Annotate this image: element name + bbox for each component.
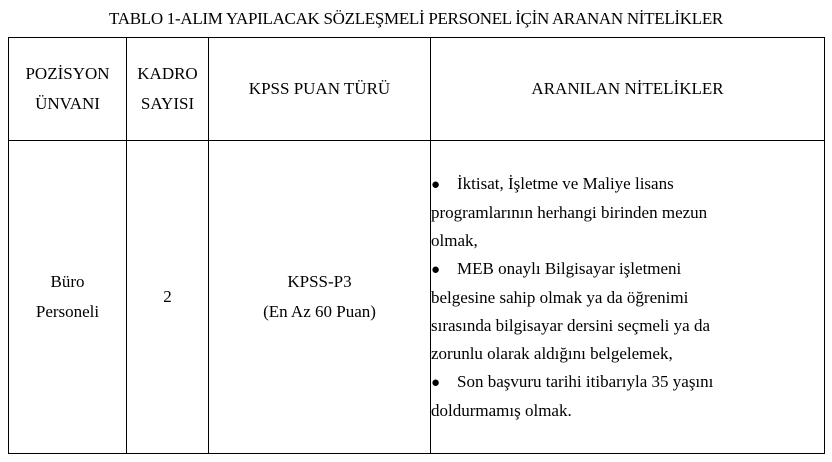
table-row xyxy=(9,141,825,454)
qualification-text: programlarının herhangi birinden mezun xyxy=(431,202,708,222)
bullet-icon: ● xyxy=(431,176,441,193)
qualification-item xyxy=(431,170,824,199)
header-row xyxy=(9,38,825,141)
cell-quota: 2 xyxy=(127,141,209,454)
table-caption: TABLO 1-ALIM YAPILACAK SÖZLEŞMELİ PERSONEL İÇİN ARANAN NİTELİKLER xyxy=(109,9,723,28)
personnel-requirements-table xyxy=(8,37,825,454)
position-line2: Personeli xyxy=(35,302,100,321)
qualification-item xyxy=(431,255,824,284)
score-line1: KPSS-P3 xyxy=(287,272,352,291)
qualification-text: sırasında bilgisayar dersini seçmeli ya da xyxy=(431,315,710,335)
header-qualifications: ARANILAN NİTELİKLER xyxy=(431,38,825,141)
qualification-text: olmak, xyxy=(431,230,478,250)
qualification-text: MEB onaylı Bilgisayar işletmeni xyxy=(457,258,682,278)
header-quota xyxy=(127,38,209,141)
header-position xyxy=(9,38,127,141)
header-position-line1: POZİSYON xyxy=(25,64,110,83)
header-quota-line1: KADRO xyxy=(137,64,198,83)
bullet-icon: ● xyxy=(431,374,441,391)
header-score-type: KPSS PUAN TÜRÜ xyxy=(209,38,431,141)
header-quota-line2: SAYISI xyxy=(140,94,195,113)
qualification-text: Son başvuru tarihi itibarıyla 35 yaşını xyxy=(457,371,714,391)
position-line1: Büro xyxy=(50,272,85,291)
cell-score-type xyxy=(209,141,431,454)
bullet-icon: ● xyxy=(431,261,441,278)
cell-qualifications xyxy=(431,141,825,454)
qualification-text: doldurmamış olmak. xyxy=(431,400,572,420)
cell-position xyxy=(9,141,127,454)
qualification-text: zorunlu olarak aldığını belgelemek, xyxy=(431,343,673,363)
qualification-text: İktisat, İşletme ve Maliye lisans xyxy=(457,173,674,193)
qualification-text: belgesine sahip olmak ya da öğrenimi xyxy=(431,287,689,307)
header-position-line2: ÜNVANI xyxy=(35,94,100,113)
qualification-item xyxy=(431,368,824,397)
score-line2: (En Az 60 Puan) xyxy=(263,302,376,321)
